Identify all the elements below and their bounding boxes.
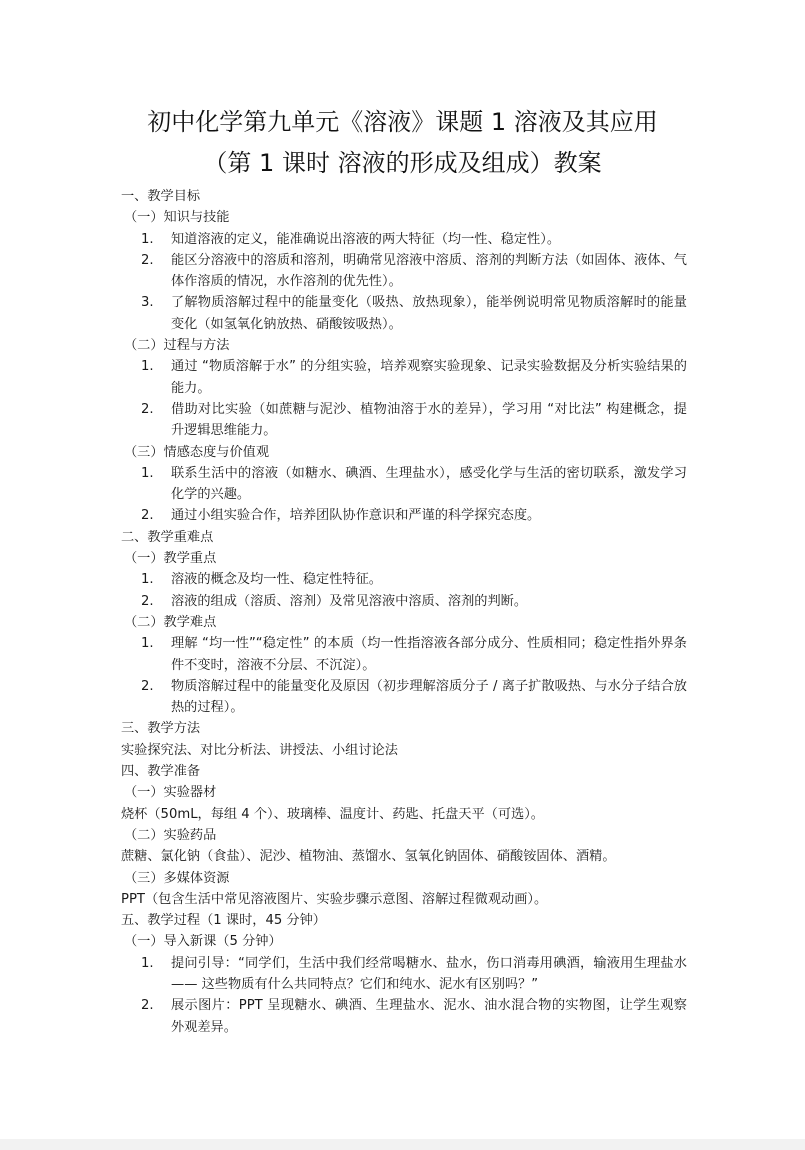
list-item-text: 溶液的概念及均一性、稳定性特征。 (171, 572, 382, 588)
section-heading: 二、教学重难点 (121, 529, 214, 545)
section-heading: 五、教学过程（1 课时，45 分钟） (121, 913, 326, 929)
list-item (121, 463, 687, 506)
list-item-text: 溶液的组成（溶质、溶剂）及常见溶液中溶质、溶剂的判断。 (171, 593, 528, 609)
section-heading: 一、教学目标 (121, 189, 201, 204)
subsection-heading: （二）实验药品 (124, 827, 217, 843)
list-item (121, 995, 687, 1038)
document-body (121, 186, 687, 1038)
list-item-text: 提问引导：“同学们，生活中我们经常喝糖水、盐水，伤口消毒用碘酒，输液用生理盐水 —— 这些物质有什么共同特点？它们和纯水、泥水有区别吗？” (171, 955, 687, 992)
list-item (121, 633, 687, 676)
list-item (121, 569, 687, 590)
list-item-number: 2. (141, 252, 154, 268)
list-item (121, 505, 687, 526)
paragraph: 实验探究法、对比分析法、讲授法、小组讨论法 (121, 742, 398, 758)
list-item-text: 了解物质溶解过程中的能量变化（吸热、放热现象），能举例说明常见物质溶解时的能量变化（如氢氧化钠放热、硝酸铵吸热）。 (171, 295, 687, 332)
list-item (121, 292, 687, 335)
numbered-list (121, 356, 687, 441)
list-item-number: 1. (141, 955, 154, 971)
list-item (121, 356, 687, 399)
list-item-number: 1. (141, 231, 154, 247)
subsection-heading: （三）多媒体资源 (124, 870, 230, 886)
subsection-heading: （一）教学重点 (124, 551, 217, 567)
list-item-number: 2. (141, 401, 154, 417)
subsection-heading: （二）过程与方法 (124, 338, 230, 354)
list-item (121, 229, 687, 250)
section-heading: 三、教学方法 (121, 721, 201, 737)
list-item-text: 知道溶液的定义，能准确说出溶液的两大特征（均一性、稳定性）。 (171, 231, 561, 247)
list-item-number: 2. (141, 998, 154, 1014)
list-item-number: 1. (141, 359, 154, 375)
list-item (121, 399, 687, 442)
subsection-heading: （二）教学难点 (124, 614, 217, 630)
list-item (121, 591, 687, 612)
list-item (121, 676, 687, 719)
list-item-number: 2. (141, 508, 154, 524)
list-item-text: 通过小组实验合作，培养团队协作意识和严谨的科学探究态度。 (171, 508, 541, 524)
subsection-heading: （一）实验器材 (124, 785, 217, 801)
subsection-heading: （三）情感态度与价值观 (124, 444, 270, 460)
document-title-line-2: （第 1 课时 溶液的形成及组成）教案 (203, 149, 602, 177)
subsection-heading: （一）导入新课（5 分钟） (124, 934, 282, 950)
list-item-number: 1. (141, 465, 154, 481)
subsection-heading: （一）知识与技能 (124, 210, 230, 226)
list-item (121, 953, 687, 996)
list-item (121, 250, 687, 293)
list-item-text: 物质溶解过程中的能量变化及原因（初步理解溶质分子 / 离子扩散吸热、与水分子结合放热的过程）。 (171, 678, 687, 716)
list-item-text: 通过 “物质溶解于水” 的分组实验，培养观察实验现象、记录实验数据及分析实验结果的能力。 (171, 359, 687, 396)
list-item-number: 1. (141, 572, 154, 588)
list-item-text: 能区分溶液中的溶质和溶剂，明确常见溶液中溶质、溶剂的判断方法（如固体、液体、气体作溶质的情况，水作溶剂的优先性）。 (171, 252, 687, 290)
numbered-list (121, 463, 687, 527)
document-title-line-1: 初中化学第九单元《溶液》课题 1 溶液及其应用 (147, 108, 658, 136)
list-item-text: 展示图片：PPT 呈现糖水、碘酒、生理盐水、泥水、油水混合物的实物图，让学生观察外观差异。 (171, 998, 687, 1035)
list-item-number: 1. (141, 636, 154, 652)
numbered-list (121, 953, 687, 1038)
paragraph: PPT（包含生活中常见溶液图片、实验步骤示意图、溶解过程微观动画）。 (121, 891, 548, 907)
list-item-text: 借助对比实验（如蔗糖与泥沙、植物油溶于水的差异），学习用 “对比法” 构建概念，提升逻辑思维能力。 (171, 401, 687, 439)
list-item-text: 联系生活中的溶液（如糖水、碘酒、生理盐水），感受化学与生活的密切联系，激发学习化学的兴趣。 (171, 465, 687, 503)
numbered-list (121, 229, 687, 335)
list-item-number: 2. (141, 678, 154, 694)
numbered-list (121, 633, 687, 718)
list-item-number: 3. (141, 295, 154, 311)
list-item-number: 2. (141, 593, 154, 609)
paragraph: 蔗糖、氯化钠（食盐）、泥沙、植物油、蒸馏水、氢氧化钠固体、硝酸铵固体、酒精。 (121, 849, 616, 865)
paragraph: 烧杯（50mL，每组 4 个）、玻璃棒、温度计、药匙、托盘天平（可选）。 (121, 806, 544, 822)
numbered-list (121, 569, 687, 612)
section-heading: 四、教学准备 (121, 764, 201, 780)
list-item-text: 理解 “均一性”“稳定性” 的本质（均一性指溶液各部分成分、性质相同；稳定性指外界条件不变时，溶液不分层、不沉淀）。 (171, 636, 687, 673)
